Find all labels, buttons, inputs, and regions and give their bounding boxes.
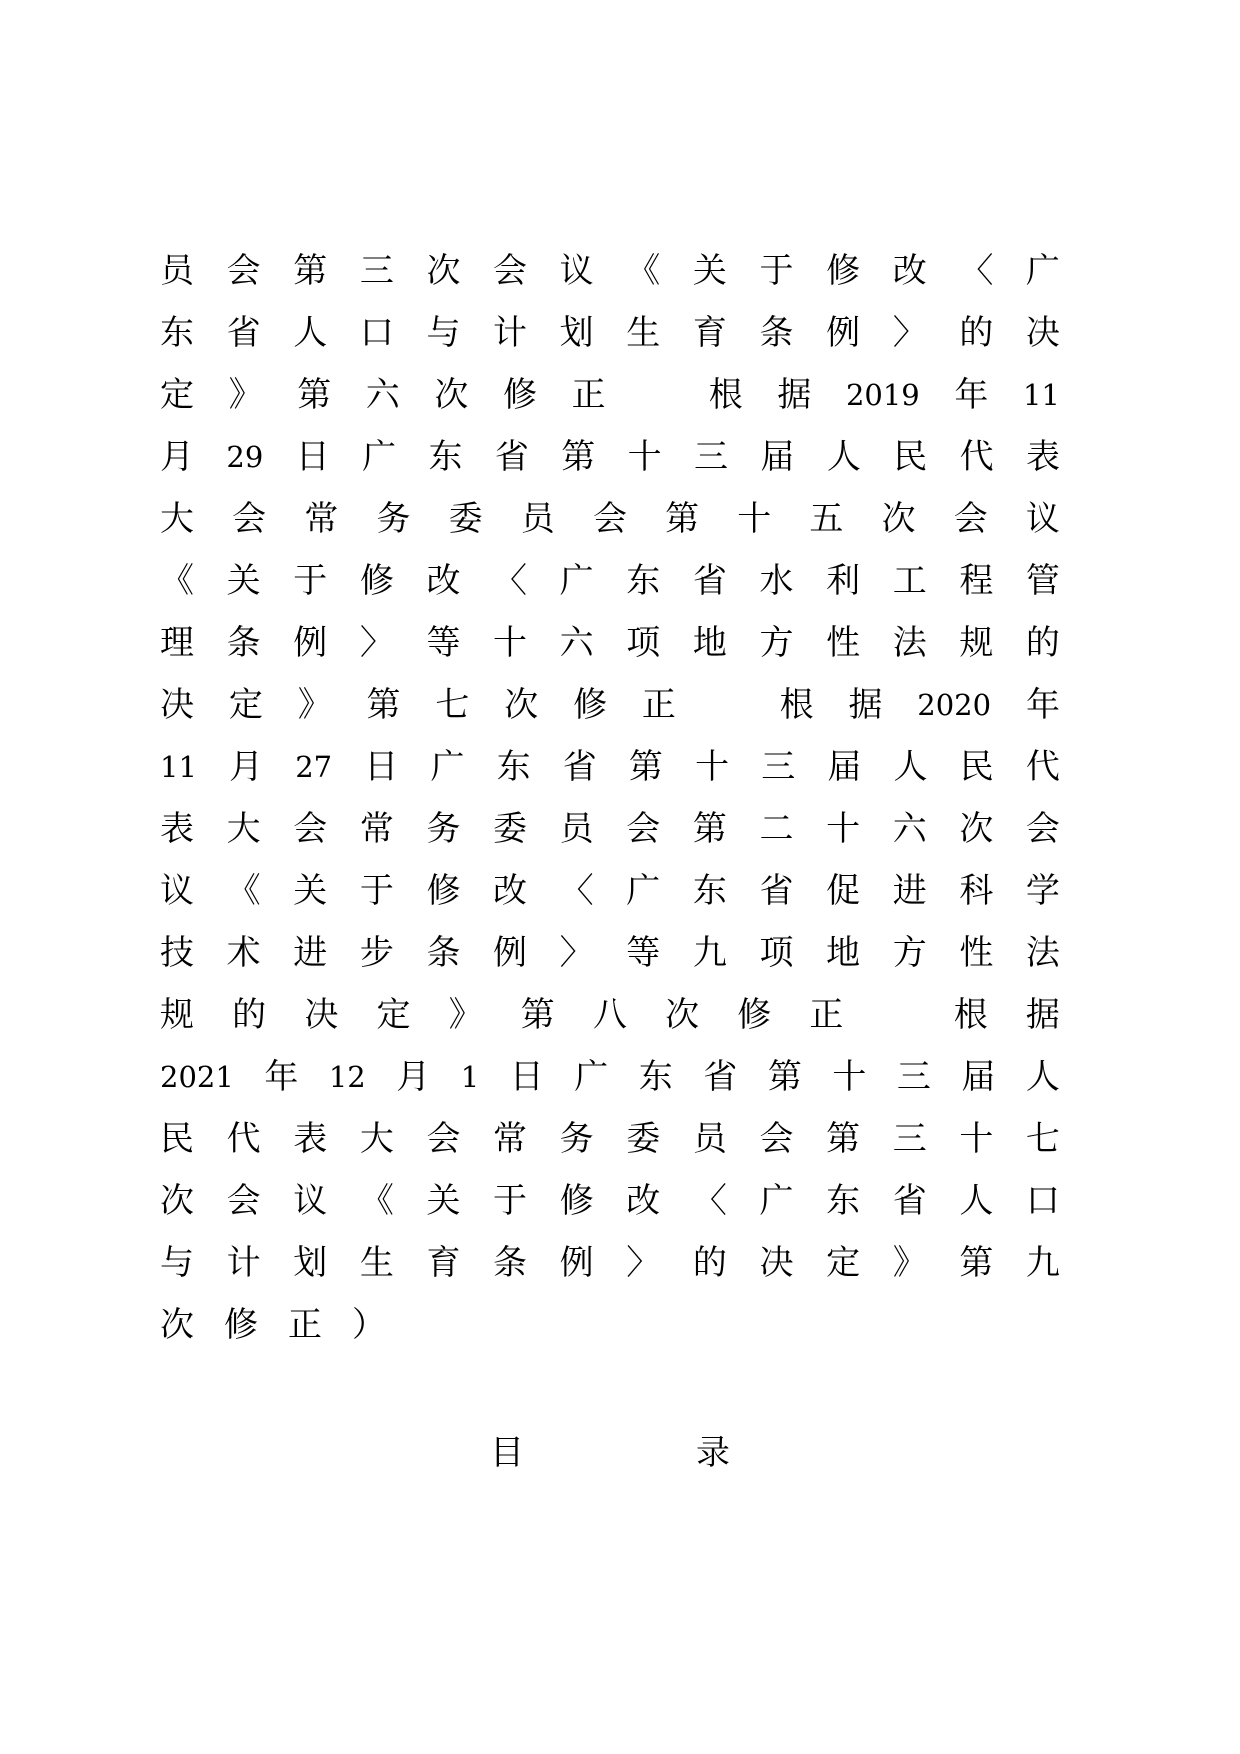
- text-token: 月: [160, 437, 194, 477]
- text-token: 第: [366, 685, 401, 725]
- text-token: 东: [626, 561, 661, 601]
- text-token: 《: [160, 561, 194, 601]
- text-token: 正: [809, 995, 844, 1035]
- text-token: 的: [1025, 623, 1060, 663]
- text-token: 决: [1025, 313, 1060, 353]
- text-line: [160, 736, 1060, 798]
- text-token: 生: [626, 313, 661, 353]
- text-token: 方: [759, 623, 794, 663]
- text-token: 东: [638, 1057, 673, 1097]
- text-token: 东: [496, 747, 531, 787]
- text-token: 会: [293, 809, 328, 849]
- text-token: 关: [426, 1181, 461, 1221]
- text-line: [160, 1046, 1060, 1108]
- text-token: 《: [226, 871, 261, 911]
- text-token: 日: [295, 437, 330, 477]
- text-token: 会: [1025, 809, 1060, 849]
- text-token: 省: [494, 437, 529, 477]
- text-token: 修: [359, 561, 394, 601]
- text-token: 广: [759, 1181, 794, 1221]
- text-token: 第: [293, 251, 328, 291]
- text-token: 的: [232, 995, 267, 1035]
- text-token: 省: [226, 313, 261, 353]
- text-token: 会: [592, 499, 627, 539]
- text-token: 月: [396, 1057, 431, 1097]
- text-token: 〈: [559, 871, 594, 911]
- text-token: 例: [293, 623, 328, 663]
- text-token: 修: [426, 871, 461, 911]
- text-token: 次: [665, 995, 700, 1035]
- text-token: 五: [809, 499, 844, 539]
- text-token: 定: [228, 685, 263, 725]
- text-token: 于: [359, 871, 394, 911]
- text-token: 〉: [359, 623, 394, 663]
- text-token: 员: [160, 251, 194, 291]
- text-token: 代: [959, 437, 994, 477]
- text-token: 修: [559, 1181, 594, 1221]
- text-token: 利: [826, 561, 861, 601]
- text-token: 决: [304, 995, 339, 1035]
- text-token: 十: [832, 1057, 867, 1097]
- text-token: 次: [160, 1305, 194, 1345]
- text-token: 会: [226, 1181, 261, 1221]
- text-token: 正: [641, 685, 676, 725]
- text-token: 大: [226, 809, 261, 849]
- text-token: 会: [226, 251, 261, 291]
- text-token: 十: [737, 499, 772, 539]
- text-token: 与: [426, 313, 461, 353]
- text-token: 修: [826, 251, 861, 291]
- text-line: [160, 302, 1060, 364]
- text-token: 会: [232, 499, 267, 539]
- text-token: 三: [896, 1057, 931, 1097]
- text-token: 育: [426, 1243, 461, 1283]
- text-token: 第: [767, 1057, 802, 1097]
- text-token: 关: [692, 251, 727, 291]
- text-token: 〉: [559, 933, 594, 973]
- text-token: 规: [959, 623, 994, 663]
- text-token: 员: [692, 1119, 727, 1159]
- text-token: 2021: [160, 1060, 234, 1094]
- text-token: 三: [694, 437, 729, 477]
- text-token: 进: [293, 933, 328, 973]
- text-token: 议: [559, 251, 594, 291]
- text-token: 决: [160, 685, 194, 725]
- text-line: [160, 860, 1060, 922]
- text-token: 省: [759, 871, 794, 911]
- text-token: 》: [892, 1243, 927, 1283]
- text-token: 三: [892, 1119, 927, 1159]
- text-token: 修: [224, 1305, 258, 1345]
- text-token: 法: [1025, 933, 1060, 973]
- text-token: 2020: [917, 688, 992, 722]
- text-token: 〈: [692, 1181, 727, 1221]
- text-token: 届: [827, 747, 862, 787]
- text-line: [160, 1294, 1060, 1356]
- text-token: 11: [160, 750, 197, 784]
- text-token: 次: [160, 1181, 194, 1221]
- text-token: 29: [226, 440, 264, 474]
- text-token: 广: [430, 747, 465, 787]
- text-token: 条: [226, 623, 261, 663]
- text-token: 性: [959, 933, 994, 973]
- text-token: 七: [1025, 1119, 1060, 1159]
- text-token: 委: [448, 499, 483, 539]
- text-token: 据: [848, 685, 883, 725]
- heading-char: 录: [696, 1432, 730, 1473]
- text-token: 第: [297, 375, 332, 415]
- text-token: 于: [493, 1181, 528, 1221]
- text-token: 11: [1022, 378, 1060, 412]
- text-token: 表: [1025, 437, 1060, 477]
- text-token: 第: [628, 747, 663, 787]
- text-token: 等: [426, 623, 461, 663]
- text-token: 正: [288, 1305, 322, 1345]
- text-token: 省: [703, 1057, 738, 1097]
- text-token: 民: [160, 1119, 194, 1159]
- text-token: 务: [376, 499, 411, 539]
- text-token: 规: [160, 995, 194, 1035]
- text-token: 会: [626, 809, 661, 849]
- text-token: 民: [893, 437, 928, 477]
- text-token: 东: [428, 437, 463, 477]
- text-token: 性: [826, 623, 861, 663]
- text-token: 十: [826, 809, 861, 849]
- text-token: 会: [493, 251, 528, 291]
- text-token: 据: [1025, 995, 1060, 1035]
- text-token: 进: [892, 871, 927, 911]
- text-token: 三: [761, 747, 796, 787]
- text-token: 〈: [493, 561, 528, 601]
- text-token: 六: [559, 623, 594, 663]
- text-token: 方: [892, 933, 927, 973]
- text-token: 改: [493, 871, 528, 911]
- text-token: 1: [460, 1060, 480, 1094]
- text-token: 大: [359, 1119, 394, 1159]
- text-token: 修: [737, 995, 772, 1035]
- text-token: 例: [559, 1243, 594, 1283]
- text-token: 定: [376, 995, 411, 1035]
- text-token: 步: [359, 933, 394, 973]
- text-token: 关: [293, 871, 328, 911]
- text-token: 修: [502, 375, 537, 415]
- text-line: [160, 364, 1060, 426]
- text-token: 计: [493, 313, 528, 353]
- text-line: [160, 674, 1060, 736]
- text-token: 改: [626, 1181, 661, 1221]
- text-token: 民: [959, 747, 994, 787]
- text-line: [160, 1108, 1060, 1170]
- text-token: 省: [892, 1181, 927, 1221]
- text-token: 代: [226, 1119, 261, 1159]
- text-token: 12: [328, 1060, 366, 1094]
- text-token: 改: [426, 561, 461, 601]
- text-token: 生: [359, 1243, 394, 1283]
- text-token: 省: [562, 747, 597, 787]
- text-token: 省: [692, 561, 727, 601]
- text-token: 例: [493, 933, 528, 973]
- text-token: ）: [352, 1305, 386, 1345]
- text-token: 第: [665, 499, 700, 539]
- text-token: 《: [626, 251, 661, 291]
- text-token: 据: [777, 375, 812, 415]
- text-token: 》: [228, 375, 263, 415]
- text-token: 九: [1025, 1243, 1060, 1283]
- text-token: 二: [759, 809, 794, 849]
- text-token: 正: [571, 375, 606, 415]
- text-token: 人: [293, 313, 328, 353]
- text-token: 广: [626, 871, 661, 911]
- text-token: 广: [362, 437, 397, 477]
- text-token: 〉: [892, 313, 927, 353]
- text-token: 务: [426, 809, 461, 849]
- text-token: 条: [493, 1243, 528, 1283]
- text-token: 日: [364, 747, 399, 787]
- text-token: 项: [626, 623, 661, 663]
- text-token: 程: [959, 561, 994, 601]
- text-token: 例: [826, 313, 861, 353]
- text-line: [160, 612, 1060, 674]
- text-token: 人: [826, 437, 861, 477]
- text-token: 2019: [845, 378, 920, 412]
- text-token: 会: [759, 1119, 794, 1159]
- text-token: 〉: [626, 1243, 661, 1283]
- text-line: [160, 1232, 1060, 1294]
- text-token: 促: [826, 871, 861, 911]
- text-token: 代: [1025, 747, 1060, 787]
- text-token: 表: [293, 1119, 328, 1159]
- text-token: 第: [520, 995, 555, 1035]
- text-token: 于: [293, 561, 328, 601]
- text-token: 根: [708, 375, 743, 415]
- text-token: 等: [626, 933, 661, 973]
- text-token: 委: [626, 1119, 661, 1159]
- text-token: 根: [779, 685, 814, 725]
- text-token: 第: [692, 809, 727, 849]
- text-token: 八: [592, 995, 627, 1035]
- text-token: 〈: [959, 251, 994, 291]
- text-token: 年: [264, 1057, 299, 1097]
- text-token: 十: [959, 1119, 994, 1159]
- text-token: 》: [297, 685, 332, 725]
- text-token: 第: [959, 1243, 994, 1283]
- text-token: 管: [1025, 561, 1060, 601]
- text-token: 决: [759, 1243, 794, 1283]
- text-token: 育: [692, 313, 727, 353]
- text-token: 大: [160, 499, 194, 539]
- text-token: 次: [881, 499, 916, 539]
- text-token: 日: [509, 1057, 544, 1097]
- text-token: 东: [692, 871, 727, 911]
- text-token: 学: [1025, 871, 1060, 911]
- text-token: 划: [293, 1243, 328, 1283]
- text-token: 口: [1025, 1181, 1060, 1221]
- text-token: 定: [160, 375, 194, 415]
- text-token: 广: [1025, 251, 1060, 291]
- text-token: 东: [826, 1181, 861, 1221]
- text-token: 第: [561, 437, 596, 477]
- text-token: 项: [759, 933, 794, 973]
- text-token: 议: [1025, 499, 1060, 539]
- text-line: [160, 798, 1060, 860]
- text-token: 地: [826, 933, 861, 973]
- text-token: 务: [559, 1119, 594, 1159]
- text-token: 次: [504, 685, 539, 725]
- text-token: 广: [559, 561, 594, 601]
- text-token: 常: [304, 499, 339, 539]
- text-token: 第: [826, 1119, 861, 1159]
- text-token: 改: [892, 251, 927, 291]
- text-token: 届: [961, 1057, 996, 1097]
- text-token: 的: [692, 1243, 727, 1283]
- text-token: 员: [559, 809, 594, 849]
- text-token: 九: [692, 933, 727, 973]
- text-token: 常: [493, 1119, 528, 1159]
- text-token: 技: [160, 933, 194, 973]
- text-token: 的: [959, 313, 994, 353]
- text-line: [160, 550, 1060, 612]
- text-token: 定: [826, 1243, 861, 1283]
- text-token: 十: [493, 623, 528, 663]
- text-line: [160, 1170, 1060, 1232]
- text-token: 年: [954, 375, 989, 415]
- text-token: 《: [359, 1181, 394, 1221]
- text-token: 》: [448, 995, 483, 1035]
- text-token: 三: [359, 251, 394, 291]
- text-token: 员: [520, 499, 555, 539]
- text-token: 27: [295, 750, 333, 784]
- text-token: 法: [892, 623, 927, 663]
- text-line: [160, 488, 1060, 550]
- text-token: 议: [293, 1181, 328, 1221]
- text-token: 条: [759, 313, 794, 353]
- text-token: 水: [759, 561, 794, 601]
- text-token: 年: [1025, 685, 1060, 725]
- text-token: 议: [160, 871, 194, 911]
- text-token: 次: [959, 809, 994, 849]
- text-token: 委: [493, 809, 528, 849]
- text-token: 根: [953, 995, 988, 1035]
- text-token: 科: [959, 871, 994, 911]
- text-token: 计: [226, 1243, 261, 1283]
- text-token: 表: [160, 809, 194, 849]
- text-line: [160, 922, 1060, 984]
- heading-char: 目: [490, 1432, 524, 1473]
- text-token: 七: [435, 685, 470, 725]
- text-token: 关: [226, 561, 261, 601]
- text-token: 口: [359, 313, 394, 353]
- text-token: 条: [426, 933, 461, 973]
- text-token: 会: [426, 1119, 461, 1159]
- text-token: 术: [226, 933, 261, 973]
- text-token: 人: [959, 1181, 994, 1221]
- text-token: 工: [892, 561, 927, 601]
- text-token: 东: [160, 313, 194, 353]
- text-token: 人: [893, 747, 928, 787]
- text-token: 广: [574, 1057, 609, 1097]
- text-token: 六: [892, 809, 927, 849]
- text-token: 划: [559, 313, 594, 353]
- text-token: 人: [1025, 1057, 1060, 1097]
- document-body-text: [160, 240, 1060, 1356]
- text-token: 常: [359, 809, 394, 849]
- text-token: 届: [760, 437, 795, 477]
- text-line: [160, 240, 1060, 302]
- text-token: 于: [759, 251, 794, 291]
- table-of-contents-heading: [490, 1418, 730, 1480]
- text-line: [160, 984, 1060, 1046]
- text-line: [160, 426, 1060, 488]
- text-token: 十: [627, 437, 662, 477]
- text-token: 与: [160, 1243, 194, 1283]
- text-token: 会: [953, 499, 988, 539]
- text-token: 理: [160, 623, 194, 663]
- text-token: 修: [573, 685, 608, 725]
- text-token: 六: [365, 375, 400, 415]
- text-token: 十: [695, 747, 730, 787]
- text-token: 次: [426, 251, 461, 291]
- text-token: 月: [229, 747, 264, 787]
- text-token: 地: [692, 623, 727, 663]
- text-token: 次: [434, 375, 469, 415]
